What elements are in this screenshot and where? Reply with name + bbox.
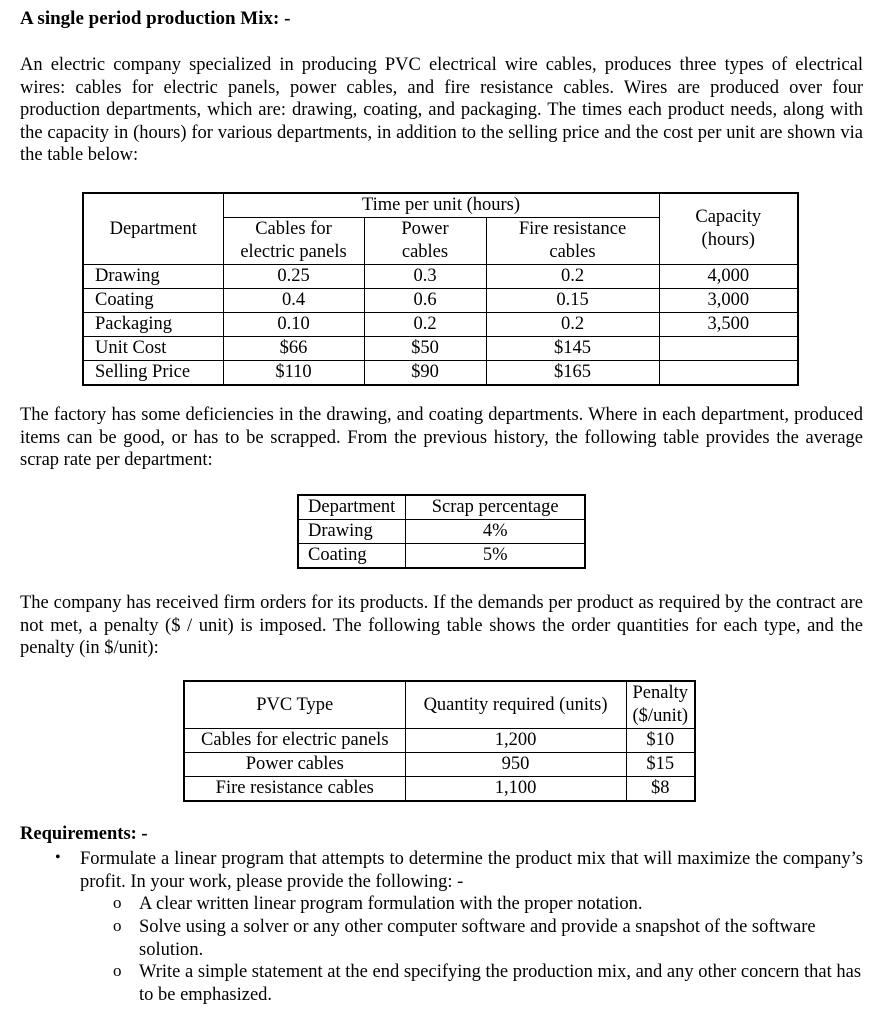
cell-value: $90 [364, 361, 486, 386]
sub-text: Write a simple statement at the end specifying the production mix, and any other concern that has to be emphasized. [139, 962, 862, 1005]
cell-scrap: 4% [406, 520, 585, 544]
cell-pvc-type: Fire resistance cables [184, 777, 405, 802]
row-label: Unit Cost [83, 337, 223, 361]
sub-marker: o [113, 916, 122, 935]
header-time-per-unit: Time per unit (hours) [223, 193, 659, 218]
header-penalty: Penalty ($/unit) [626, 681, 695, 729]
bullet-marker: • [55, 849, 61, 866]
cell-penalty: $15 [626, 753, 695, 777]
cell-value: 0.4 [223, 289, 364, 313]
cell-capacity: 3,000 [659, 289, 798, 313]
table-row [184, 729, 695, 753]
intro-paragraph: An electric company specialized in producing PVC electrical wire cables, produces three types of electrical wires: cables for electric panels, power cables, and fire resistance cables. Wires are produced over four production departments, which are: drawing, coating, and packaging. The times each product needs, along with the capacity in (hours) for various departments, in addition to the selling price and the cost per unit are shown via the table below: [20, 55, 863, 165]
document-title: A single period production Mix: - [20, 8, 291, 29]
row-label: Coating [83, 289, 223, 313]
cell-value: 0.25 [223, 265, 364, 289]
cell-value: 0.2 [486, 313, 659, 337]
cell-value: 0.3 [364, 265, 486, 289]
cell-quantity: 1,100 [405, 777, 626, 802]
header-department: Department [83, 193, 223, 265]
scrap-rate-table [297, 494, 586, 569]
sub-marker: o [113, 961, 122, 980]
cell-value: 0.15 [486, 289, 659, 313]
table-row [298, 520, 585, 544]
cell-penalty: $8 [626, 777, 695, 802]
row-label: Packaging [83, 313, 223, 337]
cell-value: $50 [364, 337, 486, 361]
header-product-fire: Fire resistance cables [486, 218, 659, 265]
cell-value: $66 [223, 337, 364, 361]
requirements-heading: Requirements: - [20, 824, 148, 844]
table-row [83, 289, 798, 313]
header-quantity: Quantity required (units) [405, 681, 626, 729]
bullet-text: Formulate a linear program that attempts to determine the product mix that will maximize the company’s profit. In your work, please provide the following: - [80, 849, 863, 892]
sub-marker: o [113, 893, 122, 912]
cell-pvc-type: Cables for electric panels [184, 729, 405, 753]
table-row [83, 313, 798, 337]
cell-capacity [659, 361, 798, 386]
cell-value: 0.2 [486, 265, 659, 289]
orders-intro-paragraph: The company has received firm orders for its products. If the demands per product as required by the contract are not met, a penalty ($ / unit) is imposed. The following table shows the order quantities for each type, and the penalty (in $/unit): [20, 593, 863, 658]
table-row [83, 337, 798, 361]
header-product-power: Power cables [364, 218, 486, 265]
scrap-intro-paragraph: The factory has some deficiencies in the drawing, and coating departments. Where in each department, produced items can be good, or has to be scrapped. From the previous history, the following table provides the average scrap rate per department: [20, 405, 863, 470]
cell-value: $110 [223, 361, 364, 386]
cell-capacity: 3,500 [659, 313, 798, 337]
header-scrap-percentage: Scrap percentage [406, 495, 585, 520]
cell-penalty: $10 [626, 729, 695, 753]
cell-quantity: 950 [405, 753, 626, 777]
cell-capacity [659, 337, 798, 361]
row-label: Coating [298, 544, 406, 569]
cell-value: $165 [486, 361, 659, 386]
table-row [184, 777, 695, 802]
cell-value: 0.2 [364, 313, 486, 337]
cell-quantity: 1,200 [405, 729, 626, 753]
row-label: Selling Price [83, 361, 223, 386]
table-row [298, 544, 585, 569]
header-capacity: Capacity (hours) [659, 193, 798, 265]
time-capacity-table [82, 192, 799, 386]
table-row [83, 361, 798, 386]
row-label: Drawing [83, 265, 223, 289]
cell-value: 0.10 [223, 313, 364, 337]
cell-pvc-type: Power cables [184, 753, 405, 777]
orders-penalty-table [183, 680, 696, 802]
header-pvc-type: PVC Type [184, 681, 405, 729]
cell-value: 0.6 [364, 289, 486, 313]
header-department: Department [298, 495, 406, 520]
table-row [83, 265, 798, 289]
header-product-panels: Cables for electric panels [223, 218, 364, 265]
sub-text: Solve using a solver or any other computer software and provide a snapshot of the software solution. [139, 917, 816, 960]
cell-value: $145 [486, 337, 659, 361]
cell-capacity: 4,000 [659, 265, 798, 289]
row-label: Drawing [298, 520, 406, 544]
sub-text: A clear written linear program formulation with the proper notation. [139, 894, 643, 914]
cell-scrap: 5% [406, 544, 585, 569]
table-row [184, 753, 695, 777]
